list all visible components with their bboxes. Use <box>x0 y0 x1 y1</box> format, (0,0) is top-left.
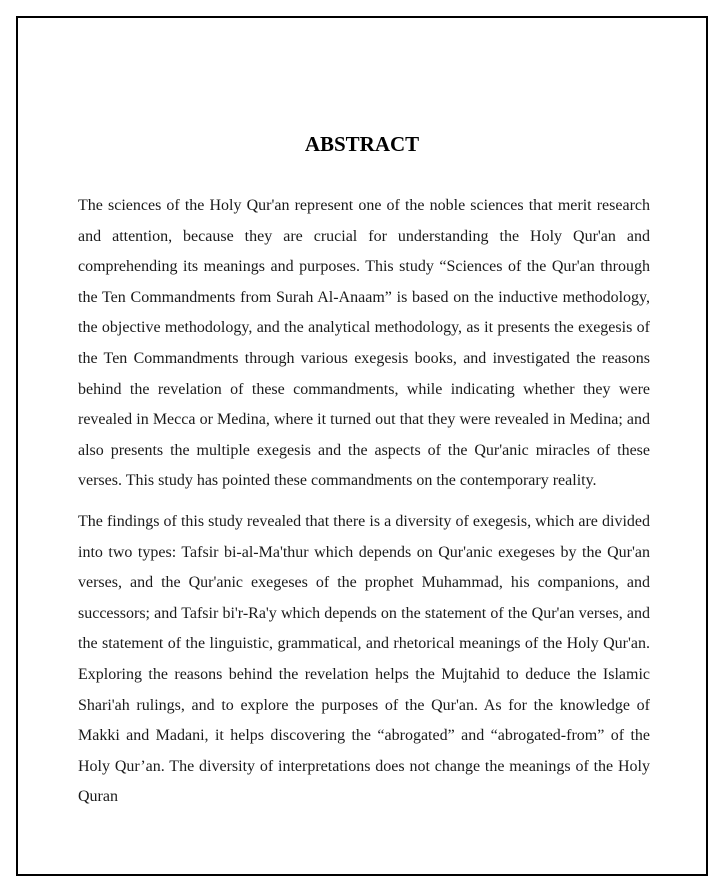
abstract-title: ABSTRACT <box>304 132 420 156</box>
abstract-paragraph-1: The sciences of the Holy Qur'an represent one of the noble sciences that merit research and attention, because they are crucial for understanding the Holy Qur'an and comprehending its meanings and purposes. This study “Sciences of the Qur'an through the Ten Commandments from Surah Al-Anaam” is based on the inductive methodology, the objective methodology, and the analytical methodology, as it presents the exegesis of the Ten Commandments through various exegesis books, and investigated the reasons behind the revelation of these commandments, while indicating whether they were revealed in Mecca or Medina, where it turned out that they were revealed in Medina; and also presents the multiple exegesis and the aspects of the Qur'anic miracles of these verses. This study has pointed these commandments on the contemporary reality. <box>78 197 650 490</box>
document-page <box>16 16 708 876</box>
abstract-paragraph-2: The findings of this study revealed that there is a diversity of exegesis, which are divided into two types: Tafsir bi-al-Ma'thur which depends on Qur'anic exegeses by the Qur'an verses, and the Qur'anic exegeses of the prophet Muhammad, his companions, and successors; and Tafsir bi'r-Ra'y which depends on the statement of the Qur'an verses, and the statement of the linguistic, grammatical, and rhetorical meanings of the Holy Qur'an. Exploring the reasons behind the revelation helps the Mujtahid to deduce the Islamic Shari'ah rulings, and to explore the purposes of the Qur'an. As for the knowledge of Makki and Madani, it helps discovering the “abrogated” and “abrogated-from” of the Holy Qur’an. The diversity of interpretations does not change the meanings of the Holy Quran <box>78 512 650 806</box>
abstract-body <box>78 191 650 823</box>
